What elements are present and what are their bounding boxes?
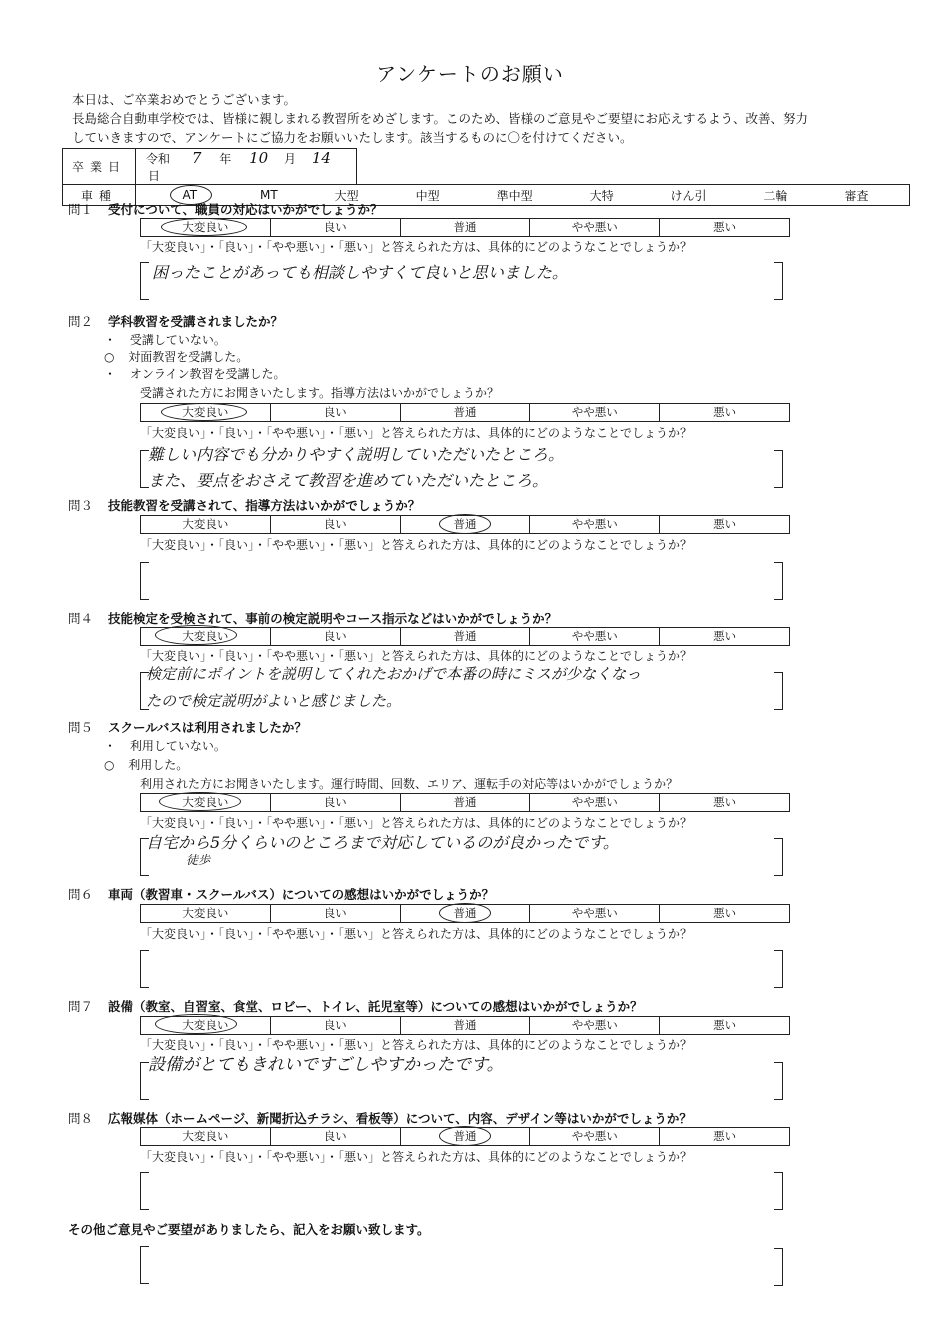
option-online[interactable]: ・ オンライン教習を受講した。 [104, 367, 286, 381]
info-table [62, 148, 910, 206]
option-not-used[interactable]: ・ 利用していない。 [104, 739, 226, 753]
question-5: 問５ スクールバスは利用されましたか？ [68, 720, 307, 735]
page-title: アンケートのお願い [376, 62, 564, 86]
option-in-person[interactable]: ○ 対面教習を受講した。 [104, 350, 249, 364]
rating-good[interactable]: 良い [270, 794, 400, 811]
vehicle-option-semi-medium[interactable]: 準中型 [496, 188, 533, 203]
rating-very-good[interactable]: 大変良い [182, 517, 229, 531]
answer-bracket-right [774, 950, 783, 988]
rating-bad[interactable]: 悪い [659, 219, 789, 236]
rating-good[interactable]: 良い [270, 516, 400, 533]
intro-text [72, 90, 892, 147]
rating-somewhat-bad[interactable]: やや悪い [529, 628, 659, 645]
rating-scale-7 [140, 1016, 790, 1035]
question-2: 問２ 学科教習を受講されましたか？ [68, 314, 284, 329]
vehicle-option-motorcycle[interactable]: 二輪 [763, 188, 788, 203]
selected-circle [155, 625, 237, 645]
rating-scale-4 [140, 627, 790, 646]
grad-label: 卒業日 [63, 149, 136, 185]
rating-average[interactable]: 普通 [400, 905, 530, 922]
rating-somewhat-bad[interactable]: やや悪い [529, 516, 659, 533]
rating-average[interactable]: 普通 [400, 1017, 530, 1034]
rating-bad[interactable]: 悪い [659, 794, 789, 811]
rating-good[interactable]: 良い [270, 404, 400, 421]
vehicle-option-towing[interactable]: けん引 [670, 188, 707, 203]
rating-good[interactable]: 良い [270, 905, 400, 922]
option-used[interactable]: ○ 利用した。 [104, 758, 189, 772]
vehicle-option-special[interactable]: 大特 [589, 188, 614, 203]
other-comments-heading: その他ご意見やご要望がありましたら、記入をお願い致します。 [68, 1222, 430, 1237]
selected-circle [439, 1126, 491, 1146]
rating-bad[interactable]: 悪い [659, 1017, 789, 1034]
rating-somewhat-bad[interactable]: やや悪い [529, 404, 659, 421]
answer-prompt: 「大変良い」・「良い」・「やや悪い」・「悪い」と答えられた方は、具体的にどのようなことでしょうか？ [140, 240, 693, 254]
handwritten-answer[interactable]: 設備がとてもきれいですごしやすかったです。 [148, 1055, 504, 1075]
answer-bracket-left [140, 1172, 149, 1210]
sub-question: 利用された方にお聞きいたします。運行時間、回数、エリア、運転手の対応等はいかがでしょうか？ [140, 777, 679, 791]
answer-prompt: 「大変良い」・「良い」・「やや悪い」・「悪い」と答えられた方は、具体的にどのようなことでしょうか？ [140, 426, 693, 440]
option-not-taken[interactable]: ・ 受講していない。 [104, 333, 226, 347]
intro-line: 長島総合自動車学校では、皆様に親しまれる教習所をめざします。このため、皆様のご意見やご要望にお応えするよう、改善、努力 [72, 111, 809, 126]
selected-circle [439, 903, 491, 923]
handwritten-answer[interactable]: 難しい内容でも分かりやすく説明していただいたところ。 [148, 445, 565, 464]
vehicle-option-mt[interactable]: MT [260, 188, 278, 202]
handwritten-answer[interactable]: 自宅から5分くらいのところまで対応しているのが良かったです。 [146, 833, 619, 852]
rating-scale-2 [140, 403, 790, 422]
rating-very-good[interactable]: 大変良い [141, 794, 270, 811]
answer-bracket-left [140, 1246, 149, 1284]
vehicle-option-large[interactable]: 大型 [334, 188, 359, 203]
rating-bad[interactable]: 悪い [659, 1128, 789, 1145]
rating-good[interactable]: 良い [270, 628, 400, 645]
answer-bracket-right [774, 1248, 783, 1286]
rating-very-good[interactable]: 大変良い [141, 219, 270, 236]
vehicle-option-medium[interactable]: 中型 [415, 188, 440, 203]
rating-average[interactable]: 普通 [400, 794, 530, 811]
vehicle-option-exam[interactable]: 審査 [844, 188, 869, 203]
vehicle-option-at[interactable]: AT [176, 188, 203, 202]
question-4: 問４ 技能検定を受検されて、事前の検定説明やコース指示などはいかがでしょうか？ [68, 611, 558, 626]
question-6: 問６ 車両（教習車・スクールバス）についての感想はいかがでしょうか？ [68, 887, 495, 902]
handwritten-note[interactable]: 徒歩 [186, 853, 211, 867]
answer-bracket-right [774, 1062, 783, 1100]
answer-bracket-left [140, 262, 149, 300]
selected-circle [159, 792, 241, 811]
rating-good[interactable]: 良い [270, 1017, 400, 1034]
rating-good[interactable]: 良い [270, 1128, 400, 1145]
rating-very-good[interactable]: 大変良い [182, 906, 229, 920]
answer-bracket-left [140, 562, 149, 600]
answer-bracket-left [140, 950, 149, 988]
rating-average[interactable]: 普通 [400, 516, 530, 533]
rating-very-good[interactable]: 大変良い [141, 1017, 270, 1034]
answer-bracket-right [774, 562, 783, 600]
vehicle-label: 車種 [63, 185, 136, 206]
selected-circle [439, 514, 491, 534]
rating-bad[interactable]: 悪い [659, 905, 789, 922]
rating-somewhat-bad[interactable]: やや悪い [529, 219, 659, 236]
handwritten-answer[interactable]: 検定前にポイントを説明してくれたおかげで本番の時にミスが少なくなっ [146, 665, 642, 683]
answer-bracket-right [774, 262, 783, 300]
rating-somewhat-bad[interactable]: やや悪い [529, 905, 659, 922]
rating-scale-8 [140, 1127, 790, 1146]
rating-somewhat-bad[interactable]: やや悪い [529, 794, 659, 811]
answer-bracket-right [774, 672, 783, 710]
handwritten-answer[interactable]: たので検定説明がよいと感じました。 [146, 692, 402, 710]
answer-prompt: 「大変良い」・「良い」・「やや悪い」・「悪い」と答えられた方は、具体的にどのようなことでしょうか？ [140, 927, 693, 941]
rating-average[interactable]: 普通 [400, 219, 530, 236]
rating-very-good[interactable]: 大変良い [182, 1129, 229, 1143]
handwritten-answer[interactable]: また、要点をおさえて教習を進めていただいたところ。 [148, 471, 549, 490]
question-7: 問７ 設備（教室、自習室、食堂、ロビー、トイレ、託児室等）についての感想はいかがでしょうか？ [68, 999, 643, 1014]
rating-bad[interactable]: 悪い [659, 516, 789, 533]
rating-scale-3 [140, 515, 790, 534]
answer-bracket-right [774, 838, 783, 876]
question-8: 問８ 広報媒体（ホームページ、新聞折込チラシ、看板等）について、内容、デザイン等はいかがでしょうか？ [68, 1111, 692, 1126]
answer-prompt: 「大変良い」・「良い」・「やや悪い」・「悪い」と答えられた方は、具体的にどのようなことでしょうか？ [140, 538, 693, 552]
grad-date[interactable]: 令和 7 年 10 月 14 日 [136, 149, 357, 185]
rating-scale-6 [140, 904, 790, 923]
rating-bad[interactable]: 悪い [659, 404, 789, 421]
question-3: 問３ 技能教習を受講されて、指導方法はいかがでしょうか？ [68, 498, 421, 513]
rating-somewhat-bad[interactable]: やや悪い [529, 1128, 659, 1145]
rating-average[interactable]: 普通 [400, 404, 530, 421]
answer-prompt: 「大変良い」・「良い」・「やや悪い」・「悪い」と答えられた方は、具体的にどのようなことでしょうか？ [140, 1150, 693, 1164]
answer-prompt: 「大変良い」・「良い」・「やや悪い」・「悪い」と答えられた方は、具体的にどのようなことでしょうか？ [140, 649, 693, 663]
rating-somewhat-bad[interactable]: やや悪い [529, 1017, 659, 1034]
selected-circle [161, 218, 247, 236]
rating-very-good[interactable]: 大変良い [141, 404, 270, 421]
answer-prompt: 「大変良い」・「良い」・「やや悪い」・「悪い」と答えられた方は、具体的にどのようなことでしょうか？ [140, 1038, 693, 1052]
answer-bracket-right [774, 450, 783, 488]
rating-good[interactable]: 良い [270, 219, 400, 236]
rating-average[interactable]: 普通 [400, 628, 530, 645]
rating-very-good[interactable]: 大変良い [141, 628, 270, 645]
rating-bad[interactable]: 悪い [659, 628, 789, 645]
intro-line: 本日は、ご卒業おめでとうございます。 [72, 92, 297, 107]
intro-line: していきますので、アンケートにご協力をお願いいたします。該当するものに〇を付けてください。 [72, 130, 633, 145]
rating-scale-1 [140, 218, 790, 237]
rating-scale-5 [140, 793, 790, 812]
answer-bracket-right [774, 1172, 783, 1210]
rating-average[interactable]: 普通 [400, 1128, 530, 1145]
answer-prompt: 「大変良い」・「良い」・「やや悪い」・「悪い」と答えられた方は、具体的にどのようなことでしょうか？ [140, 816, 693, 830]
selected-circle [161, 403, 247, 421]
selected-circle [155, 1014, 237, 1034]
handwritten-answer[interactable]: 困ったことがあっても相談しやすくて良いと思いました。 [152, 263, 568, 282]
sub-question: 受講された方にお聞きいたします。指導方法はいかがでしょうか？ [140, 386, 500, 400]
question-1: 問１ 受付について、職員の対応はいかがでしょうか？ [68, 202, 383, 217]
